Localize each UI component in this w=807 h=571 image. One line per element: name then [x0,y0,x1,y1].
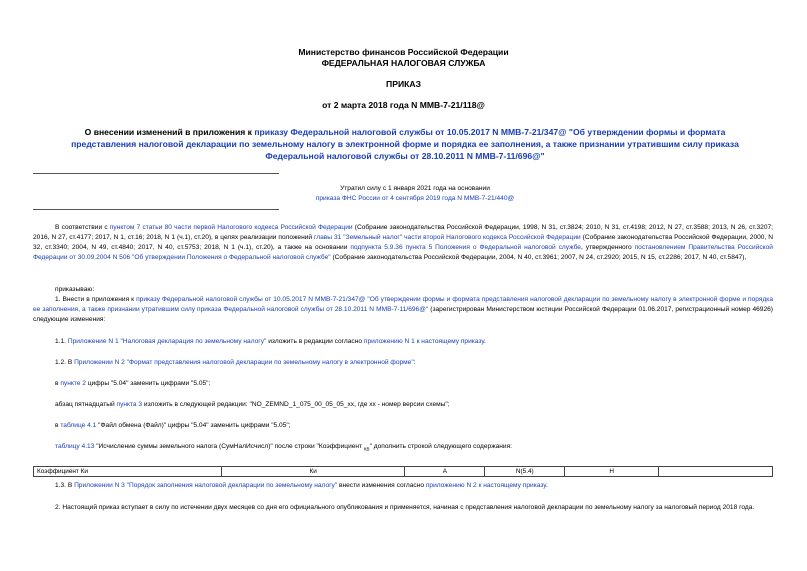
item-1-2-b [55,400,450,410]
item-1-2-a [55,379,210,389]
preamble-text-5: (Собрание законодательства Российской Федерации, 2004, N 40, ст.3961; 2007, N 24, ст.2920; 2015, N 15, ст.2286; 2017, N 40, ст.5847), [330,254,747,261]
item-2: 2. Настоящий приказ вступает в силу по истечении двух месяцев со дня его официального опубликования и применяется, начиная с представления налоговой декларации по земельному налогу за налоговый период 2018 года. [55,504,755,511]
preamble-paragraph [33,223,773,263]
appendix-2-link[interactable]: Приложении N 2 "Формат представления налоговой декларации по земельному налогу в электронной форме" [74,359,414,366]
item-1-text-2: (зарегистрирован Министерством юстиции Российской Федерации 01.06.2017, регистрационный номер 46926) следующие изменения: [33,306,773,323]
item-1-3-text-1: 1.3. В [55,482,75,489]
item-1-2-c [55,421,291,431]
appendix-3-link[interactable]: Приложении N 3 "Порядок заполнения налоговой декларации по земельному налогу" [74,482,338,489]
item-1-3-text-2: внести изменения согласно [337,482,426,489]
preamble-text-2: (Собрание законодательства Российской Федерации, 1998, N 31, ст.3824; 2010, N 31, ст.4198; 2012, N 27, ст.3588; 2013, N 26, ст.3207; 2016, N 27, ст.4177; 2017, N 1, ст.16; 2018, N 1 (ч.1), ст.20), в целях реализации положений [33,224,773,241]
table-cell-format: N(5.4) [485,467,565,477]
table-cell-name: Коэффициент Ки [34,467,222,477]
title-prefix: О внесении изменений в приложения к [84,127,255,137]
ministry-name: Министерство финансов Российской Федерации [298,47,509,57]
expiry-note-text: Утратил силу с 1 января 2021 года на основании [340,185,490,192]
government-decree-link[interactable]: постановлением Правительства Российской Федерации от 30.09.2004 N 506 "Об утверждении Положения о Федеральной налоговой службе" [33,244,773,261]
document-title [60,126,750,162]
clause-2-link[interactable]: пункте 2 [60,380,86,387]
preamble-text-1: В соответствии с [55,224,110,231]
document-type: ПРИКАЗ [386,79,421,89]
table-cell-element: Ки [221,467,405,477]
item-1-2-a-text-2: цифры "5.04" заменить цифрами "5.05"; [85,380,211,387]
service-name: ФЕДЕРАЛЬНАЯ НАЛОГОВАЯ СЛУЖБА [321,58,486,68]
table-row [34,467,773,477]
preamble-text-3: (Собрание законодательства Российской Федерации, 2000, N 32, ст.3340; 2004, N 49, ст.4840; 2017, N 40, ст.5753; 2018, N 1 (ч.1), ст.20), а также на основании [33,234,773,251]
item-1-2-d-text-1: "Исчисление суммы земельного налога (СумНалИсчисл)" после строки "Коэффициент [94,443,364,450]
clause-3-link[interactable]: пункта 3 [116,401,143,408]
item-1-3 [55,481,548,491]
appendix-1-link[interactable]: Приложение N 1 "Налоговая декларация по земельному налогу" [67,338,267,345]
item-1-text-1: 1. Внести в приложения к [55,296,137,303]
table-4-13-link[interactable]: таблицу 4.13 [55,443,95,450]
order-appendix-1-link[interactable]: приложению N 1 к настоящему приказу [363,338,484,345]
document-date: от 2 марта 2018 года N ММВ-7-21/118@ [322,100,485,110]
item-1-2-c-text-1: в [55,422,61,429]
item-1-1-text-1: 1.1. [55,338,68,345]
coefficient-subscript: В [366,446,370,452]
table-cell-type: А [405,467,485,477]
item-1-order-link[interactable]: приказу Федеральной налоговой службы от 10.05.2017 N ММВ-7-21/347@ "Об утверждении формы и формата представления налоговой декларации по земельному налогу в электронной форме и порядка ее заполнения, а также признании утратившим силу приказа Федеральной налоговой службы от 28.10.2011 N ММВ-7-11/696@" [33,296,773,313]
table-cell-required: Н [565,467,659,477]
table-cell-extra [659,467,773,477]
order-word: приказываю: [55,286,95,293]
inserted-row-table [33,466,773,477]
regulation-clause-link[interactable]: подпункта 5.9.36 пункта 5 Положения о Федеральной налоговой службе [350,244,581,251]
preamble-text-4: , утвержденного [580,244,635,251]
table-4-1-link[interactable]: таблице 4.1 [60,422,97,429]
item-1-2-d-text-2: " дополнить строкой следующего содержания: [369,443,513,450]
expiry-note [200,184,630,204]
item-1-3-text-3: . [545,482,548,489]
item-1-2-text-1: 1.2. В [55,359,75,366]
divider-bottom [33,209,279,210]
coefficient-symbol: К [363,446,367,452]
item-1-2-b-text-2: изложить в следующей редакции: "NO_ZEMND_1_075_00_05_05_xx, где xx - номер версии схемы"; [142,401,450,408]
order-appendix-2-link[interactable]: приложению N 2 к настоящему приказу [425,482,546,489]
divider-top [33,173,279,174]
item-1-2-d [55,442,512,454]
item-1-2-a-text-1: в [55,380,61,387]
item-1-2-c-text-2: "Файл обмена (Файл)" цифры "5.04" заменить цифрами "5.05"; [96,422,291,429]
item-1-2-text-2: : [413,359,416,366]
item-1-2 [55,358,416,368]
item-1 [33,295,773,325]
item-1-1 [55,337,486,347]
item-1-2-b-text-1: абзац пятнадцатый [55,401,117,408]
item-1-1-text-2: изложить в редакции согласно [266,338,364,345]
expiry-note-link[interactable]: приказа ФНС России от 4 сентября 2019 года N ММВ-7-21/440@ [315,195,515,202]
tax-code-article-link[interactable]: пунктом 7 статьи 80 части первой Налогового кодекса Российской Федерации [109,224,353,231]
title-link[interactable]: приказу Федеральной налоговой службы от 10.05.2017 N ММВ-7-21/347@ "Об утверждении формы и формата представления налоговой декларации по земельному налогу в электронной форме и порядка ее заполнения, а также признании утратившим силу приказа Федеральной налоговой службы от 28.10.2011 N ММВ-7-11/696@" [71,127,739,161]
chapter-31-link[interactable]: главы 31 "Земельный налог" части второй Налогового кодекса Российской Федерации [314,234,581,241]
item-1-1-text-3: . [483,338,486,345]
